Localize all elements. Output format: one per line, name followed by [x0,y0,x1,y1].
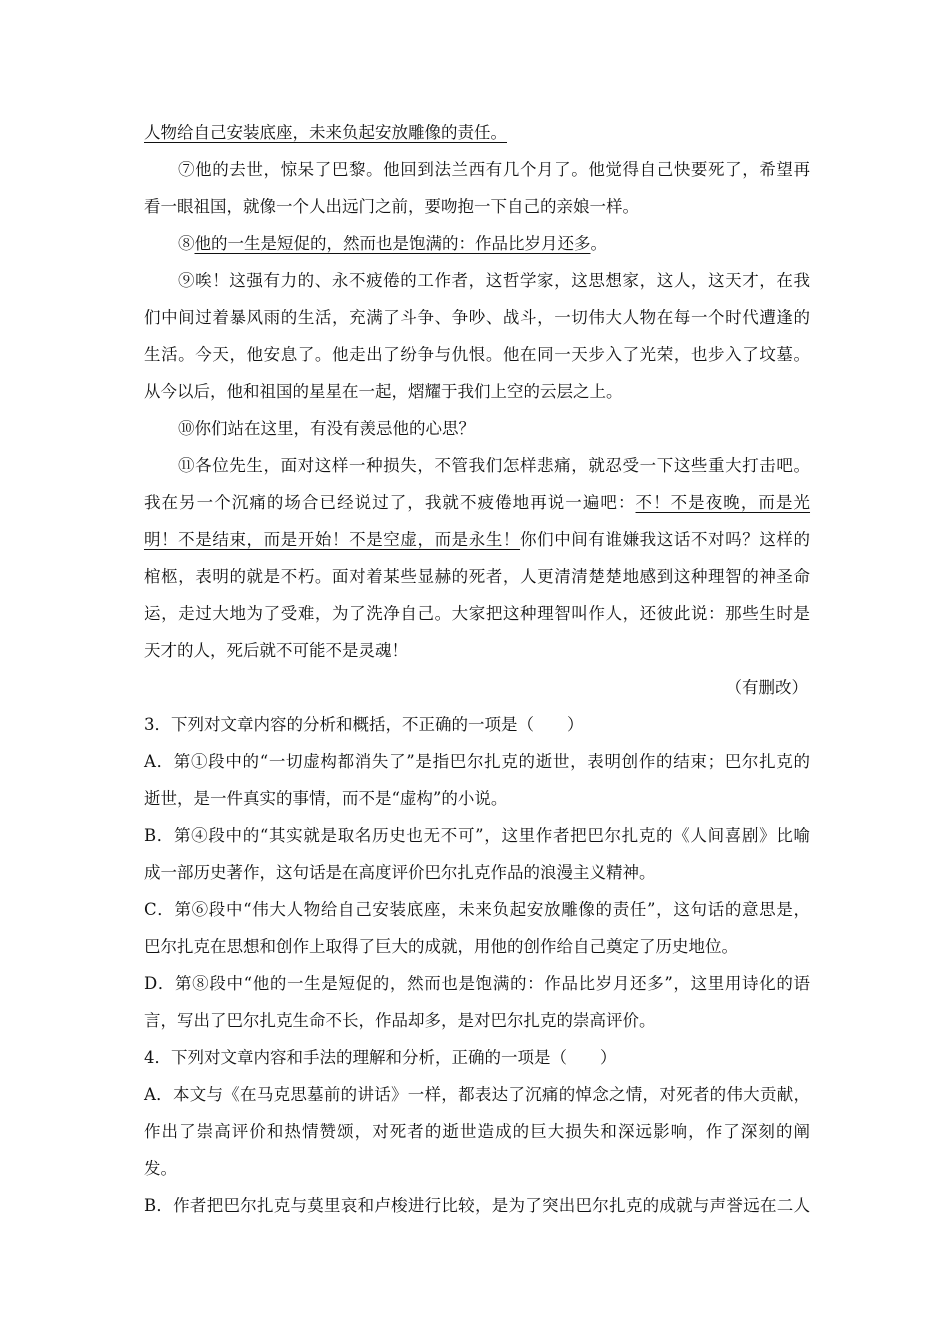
para11-line6: 天才的人，死后就不可能不是灵魂！ [144,641,408,660]
q3-option-c-line1: C．第⑥段中“伟大人物给自己安装底座，未来负起安放雕像的责任”，这句话的意思是， [144,900,810,919]
source-note: （有删改） [725,678,808,697]
para9-line4: 从今以后，他和祖国的星星在一起，熠耀于我们上空的云层之上。 [144,382,623,401]
para8-number: ⑧ [178,234,195,253]
question3-stem: 3．下列对文章内容的分析和概括，不正确的一项是（ ） [144,715,584,734]
para7-line1: ⑦他的去世，惊呆了巴黎。他回到法兰西有几个月了。他觉得自己快要死了，希望再 [178,160,810,179]
q4-option-a-line2: 作出了崇高评价和热情赞颂，对死者的逝世造成的巨大损失和深远影响，作了深刻的阐 [144,1122,810,1141]
para6-tail [144,114,810,151]
underlined-text: 人物给自己安装底座，未来负起安放雕像的责任。 [144,123,507,142]
para11-line4: 棺柩，表明的就是不朽。面对着某些显赫的死者，人更清清楚楚地感到这种理智的神圣命 [144,567,810,586]
para11-line3-plain: 你们中间有谁嫌我这话不对吗？这样的 [520,530,811,549]
para8 [144,225,810,262]
underlined-text: 明！不是结束，而是开始！不是空虚，而是永生！ [144,530,521,549]
para10: ⑩你们站在这里，有没有羡忌他的心思？ [178,419,475,438]
para9-line2: 们中间过着暴风雨的生活，充满了斗争、争吵、战斗，一切伟大人物在每一个时代遭逢的 [144,308,810,327]
para11-line3 [144,521,810,558]
q3-option-a-line1: A．第①段中的“一切虚构都消失了”是指巴尔扎克的逝世，表明创作的结束；巴尔扎克的 [144,752,810,771]
q3-option-b-line1: B．第④段中的“其实就是取名历史也无不可”，这里作者把巴尔扎克的《人间喜剧》比喻 [144,826,810,845]
q3-option-b-line2: 成一部历史著作，这句话是在高度评价巴尔扎克作品的浪漫主义精神。 [144,863,656,882]
para8-end: 。 [590,234,607,253]
q3-option-d-line1: D．第⑧段中“他的一生是短促的，然而也是饱满的：作品比岁月还多”，这里用诗化的语 [144,974,810,993]
q3-option-d-line2: 言，写出了巴尔扎克生命不长，作品却多，是对巴尔扎克的崇高评价。 [144,1011,656,1030]
underlined-text: 他的一生是短促的，然而也是饱满的：作品比岁月还多 [194,234,591,253]
para7-line2: 看一眼祖国，就像一个人出远门之前，要吻抱一下自己的亲娘一样。 [144,197,639,216]
question4-stem: 4．下列对文章内容和手法的理解和分析，正确的一项是（ ） [144,1048,617,1067]
para9-line3: 生活。今天，他安息了。他走出了纷争与仇恨。他在同一天步入了光荣，也步入了坟墓。 [144,345,810,364]
q4-option-b-line1: B．作者把巴尔扎克与莫里哀和卢梭进行比较，是为了突出巴尔扎克的成就与声誉远在二人 [144,1196,810,1215]
para11-line2 [144,484,810,521]
para11-line5: 运，走过大地为了受难，为了洗净自己。大家把这种理智叫作人，还彼此说：那些生时是 [144,604,810,623]
para11-line2-plain: 我在另一个沉痛的场合已经说过了，我就不疲倦地再说一遍吧： [144,493,636,512]
q3-option-a-line2: 逝世，是一件真实的事情，而不是“虚构”的小说。 [144,789,508,808]
para9-line1: ⑨唉！这强有力的、永不疲倦的工作者，这哲学家，这思想家，这人，这天才，在我 [178,271,810,290]
q4-option-a-line1: A．本文与《在马克思墓前的讲话》一样，都表达了沉痛的悼念之情，对死者的伟大贡献， [144,1085,810,1104]
q4-option-a-line3: 发。 [144,1159,177,1178]
para11-line1: ⑪各位先生，面对这样一种损失，不管我们怎样悲痛，就忍受一下这些重大打击吧。 [178,456,810,475]
q3-option-c-line2: 巴尔扎克在思想和创作上取得了巨大的成就，用他的创作给自己奠定了历史地位。 [144,937,738,956]
underlined-text: 不！不是夜晚，而是光 [635,493,811,512]
